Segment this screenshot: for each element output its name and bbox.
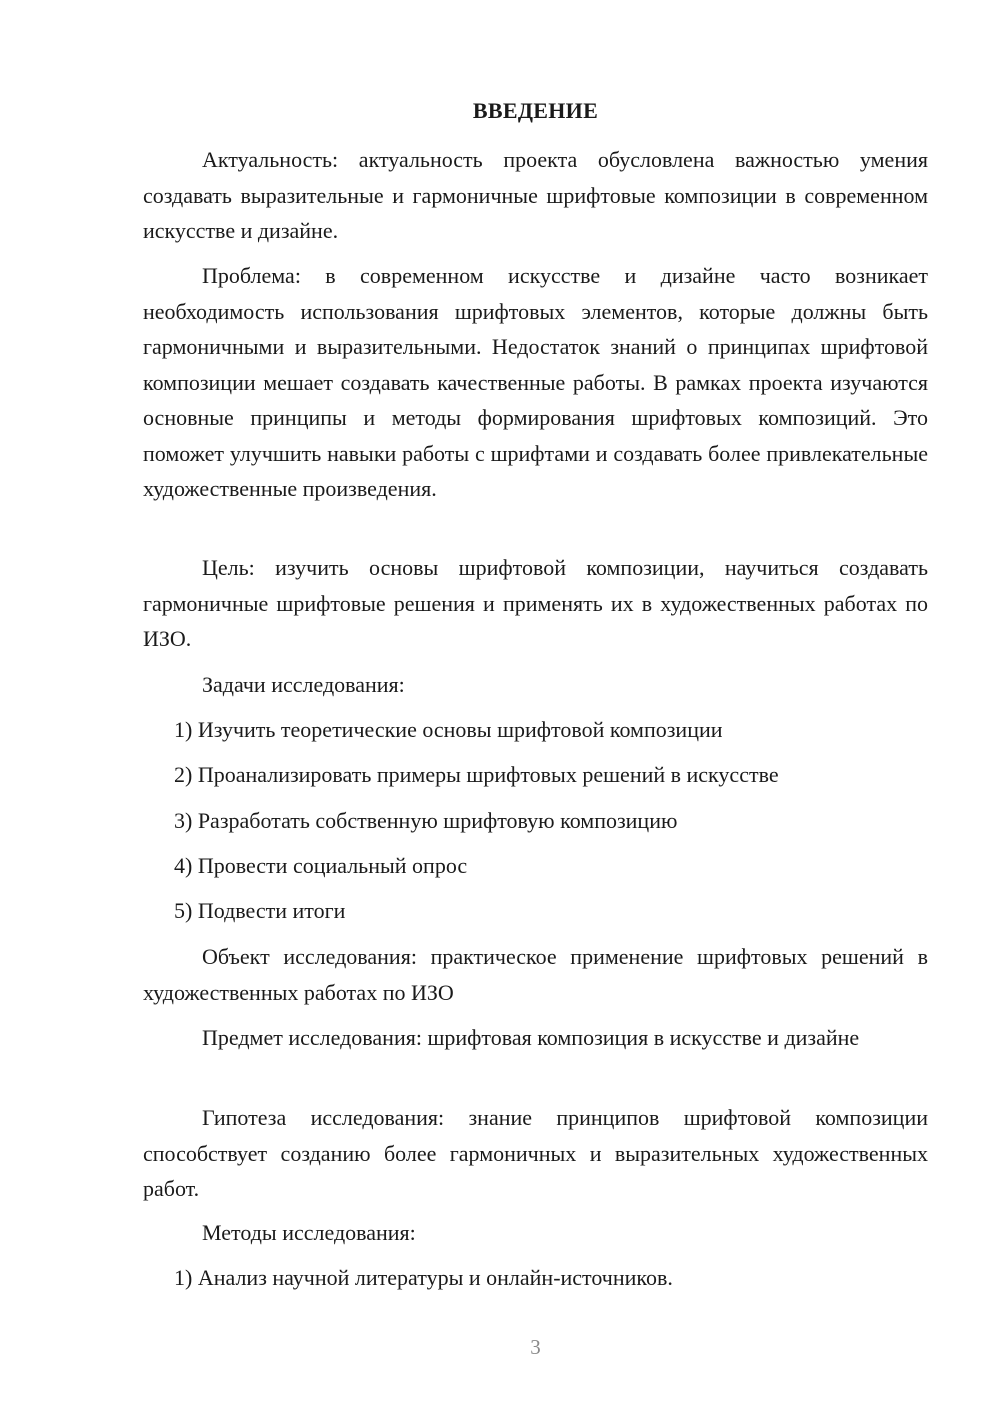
task-item-5: 5) Подвести итоги: [174, 898, 346, 923]
hypothesis-paragraph: Гипотеза исследования: знание принципов шрифтовой композиции способствует созданию более гармоничных и выразительных художественных работ.: [143, 1105, 928, 1201]
task-item-2: 2) Проанализировать примеры шрифтовых решений в искусстве: [174, 762, 779, 787]
goal-paragraph: Цель: изучить основы шрифтовой композиции, научиться создавать гармоничные шрифтовые решения и применять их в художественных работах по ИЗО.: [143, 555, 928, 651]
subject-paragraph: Предмет исследования: шрифтовая композиция в искусстве и дизайне: [202, 1025, 860, 1050]
task-item-4: 4) Провести социальный опрос: [174, 853, 468, 878]
methods-heading: Методы исследования:: [202, 1220, 416, 1245]
page-number: 3: [530, 1335, 541, 1359]
task-item-1: 1) Изучить теоретические основы шрифтовой композиции: [174, 717, 723, 742]
relevance-paragraph: Актуальность: актуальность проекта обусловлена важностью умения создавать выразительные и гармоничные шрифтовые композиции в современном искусстве и дизайне.: [143, 147, 928, 243]
section-title: ВВЕДЕНИЕ: [472, 98, 599, 123]
object-paragraph: Объект исследования: практическое применение шрифтовых решений в художественных работах по ИЗО: [143, 944, 928, 1005]
problem-paragraph: Проблема: в современном искусстве и дизайне часто возникает необходимость использования шрифтовых элементов, которые должны быть гармоничными и выразительными. Недостаток знаний о принципах шрифтовой композиции мешает создавать качественные работы. В рамках проекта изучаются основные принципы и методы формирования шрифтовых композиций. Это поможет улучшить навыки работы с шрифтами и создавать более привлекательные художественные произведения.: [143, 263, 928, 501]
method-item-1: 1) Анализ научной литературы и онлайн-источников.: [174, 1265, 673, 1290]
task-item-3: 3) Разработать собственную шрифтовую композицию: [174, 808, 678, 833]
document-page: [143, 0, 928, 1414]
tasks-heading: Задачи исследования:: [202, 672, 405, 697]
